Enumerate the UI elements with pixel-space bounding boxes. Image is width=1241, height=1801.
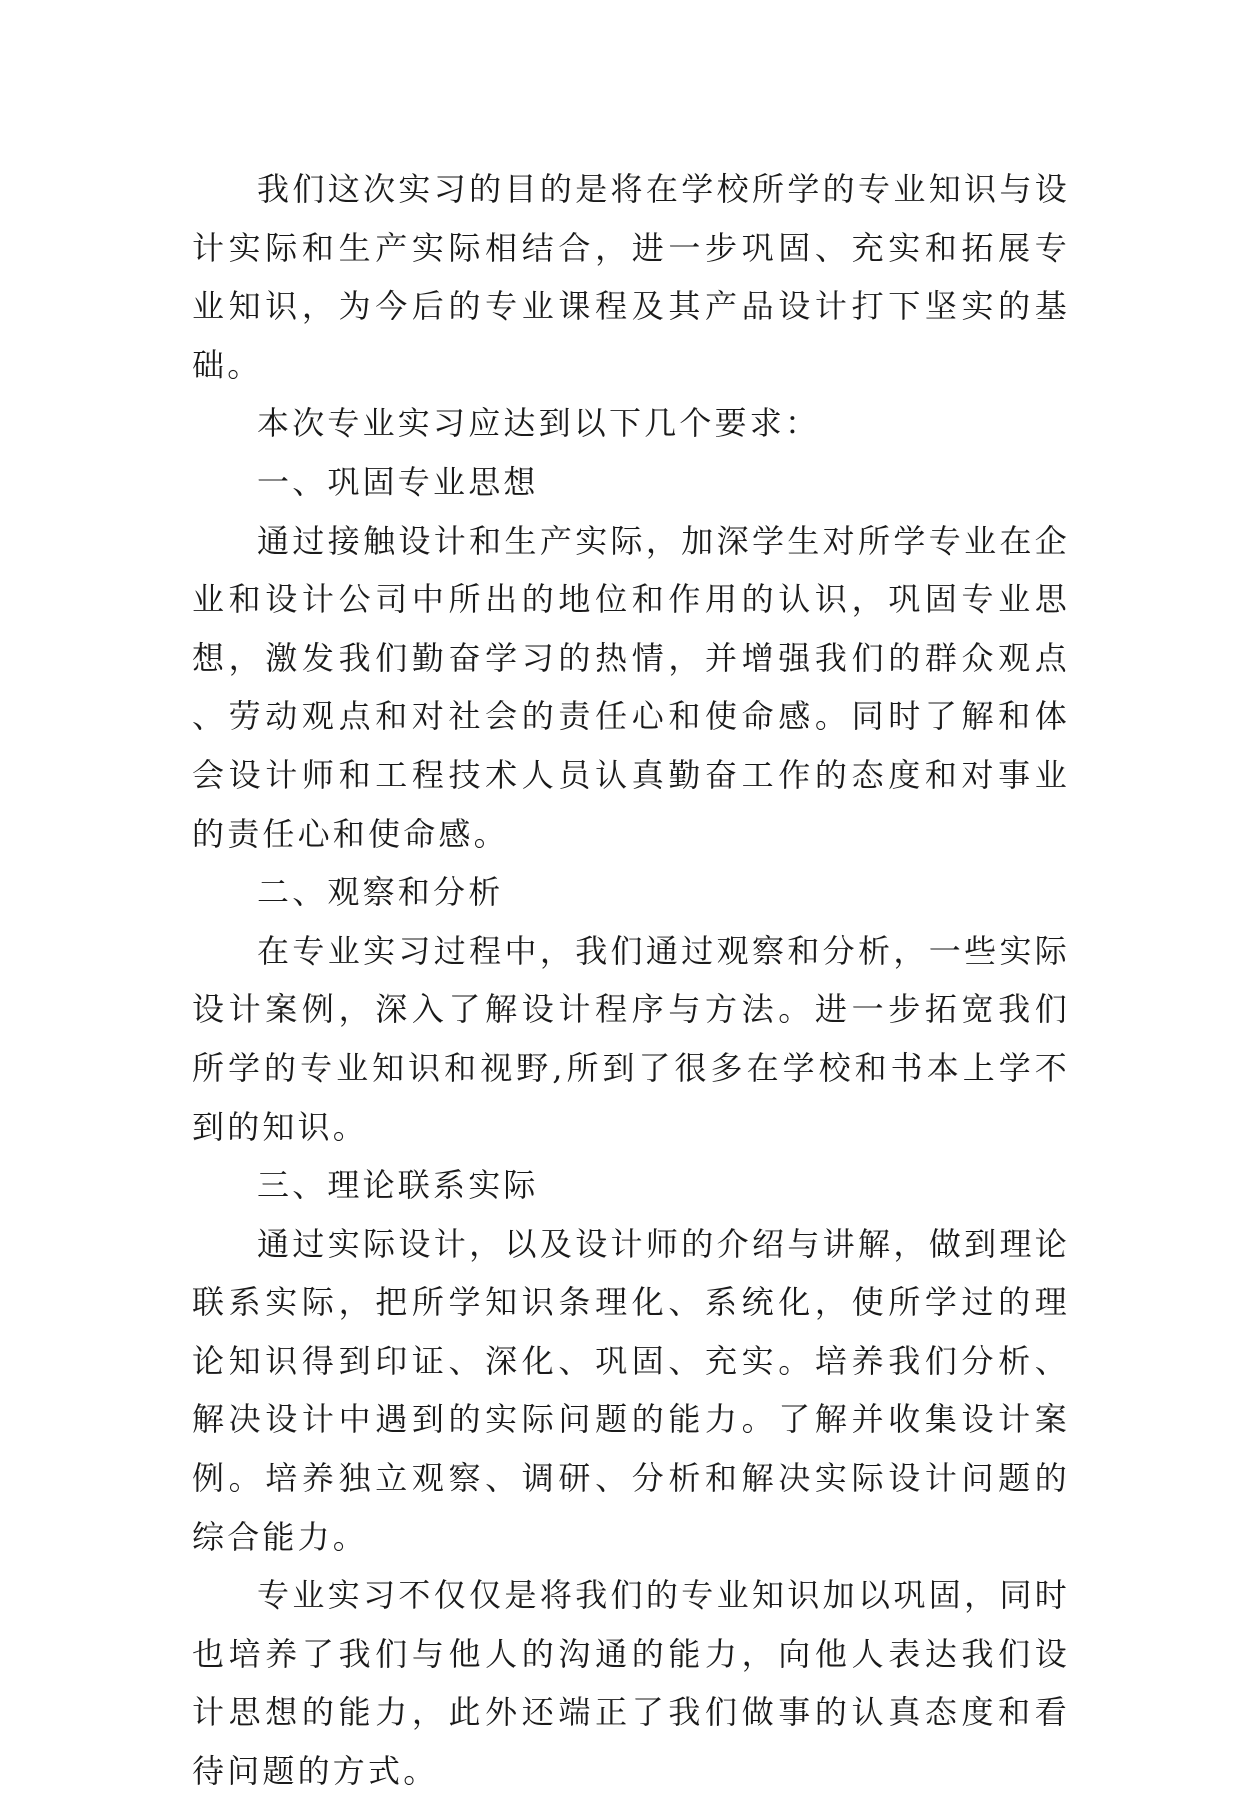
paragraph-section-3: 通过实际设计，以及设计师的介绍与讲解，做到理论联系实际，把所学知识条理化、系统化，使所学过的理论知识得到印证、深化、巩固、充实。培养我们分析、解决设计中遇到的实际问题的能力。了解并收集设计案例。培养独立观察、调研、分析和解决实际设计问题的综合能力。 [192,1224,1070,1556]
paragraph-section-2: 在专业实习过程中，我们通过观察和分析，一些实际设计案例，深入了解设计程序与方法。进一步拓宽我们所学的专业知识和视野,所到了很多在学校和书本上学不到的知识。 [192,931,1070,1146]
section-heading-2: 二、观察和分析 [257,873,504,912]
paragraph-internship-purpose: 我们这次实习的目的是将在学校所学的专业知识与设计实际和生产实际相结合，进一步巩固、充实和拓展专业知识，为今后的专业课程及其产品设计打下坚实的基础。 [192,170,1070,384]
paragraph-conclusion: 专业实习不仅仅是将我们的专业知识加以巩固，同时也培养了我们与他人的沟通的能力，向他人表达我们设计思想的能力，此外还端正了我们做事的认真态度和看待问题的方式。 [192,1576,1070,1791]
section-heading-1: 一、巩固专业思想 [257,462,539,501]
document-body [192,160,1070,1801]
paragraph-section-1: 通过接触设计和生产实际，加深学生对所学专业在企业和设计公司中所出的地位和作用的认识，巩固专业思想，激发我们勤奋学习的热情，并增强我们的群众观点、劳动观点和对社会的责任心和使命感。同时了解和体会设计师和工程技术人员认真勤奋工作的态度和对事业的责任心和使命感。 [192,521,1070,853]
section-heading-3: 三、理论联系实际 [257,1166,539,1205]
paragraph-requirements-intro: 本次专业实习应达到以下几个要求： [257,404,821,443]
